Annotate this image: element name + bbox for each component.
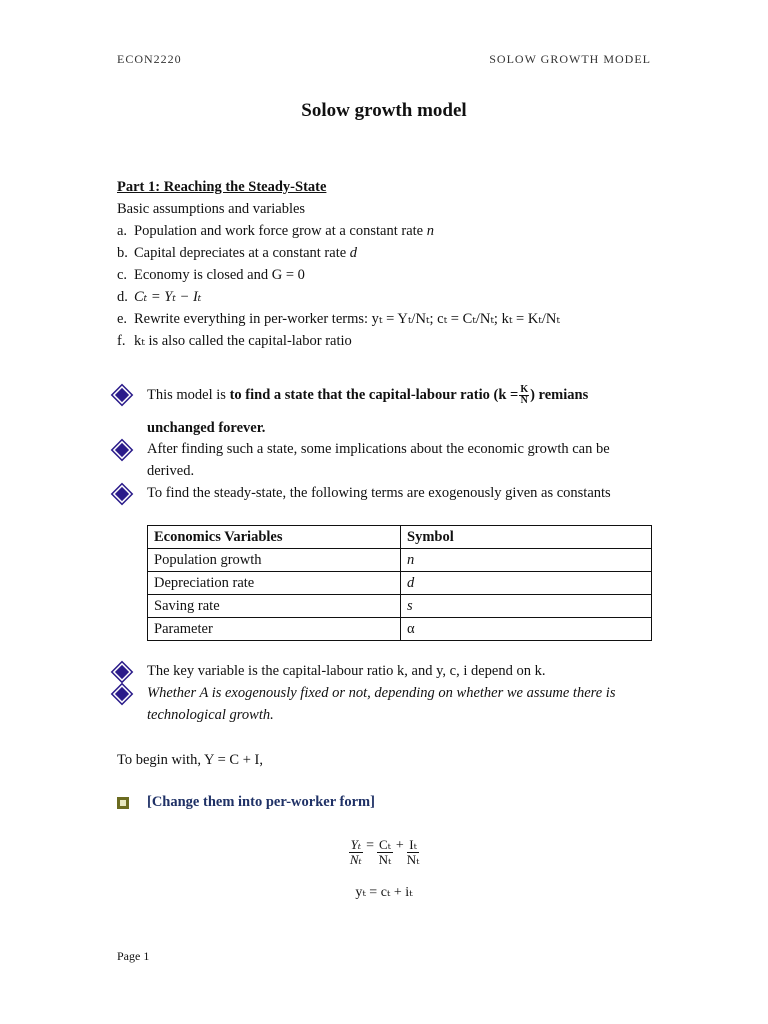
fraction-den: N (520, 395, 528, 407)
list-item-label: c. (117, 267, 128, 283)
fraction-num: K (520, 384, 529, 396)
fraction-den: Nₜ (406, 851, 420, 867)
list-item (117, 289, 201, 306)
diamond-bullet-icon (115, 443, 129, 457)
fraction-den: Nₜ (378, 851, 392, 867)
table-row (148, 549, 652, 572)
list-item-text: Cₜ = Yₜ − Iₜ (134, 289, 202, 305)
bullet-text: To find the steady-state, the following terms are exogenously given as constants (147, 485, 611, 501)
part1-intro: Basic assumptions and variables (117, 201, 306, 217)
fraction (349, 838, 363, 866)
list-item (117, 311, 560, 328)
table-header-cell: Symbol (401, 526, 652, 549)
plus-sign: + (395, 838, 404, 853)
fraction (377, 838, 393, 866)
fraction-num: Cₜ (378, 837, 391, 852)
list-item-label: b. (117, 245, 128, 261)
list-item (117, 333, 352, 350)
table-cell: Saving rate (148, 595, 401, 618)
page-number: Page 1 (117, 949, 150, 963)
formula-fraction (519, 385, 529, 406)
table-cell: n (401, 549, 652, 572)
bullet-text-bold-line2: unchanged forever. (147, 420, 266, 436)
bullet-text: The key variable is the capital-labour ratio k, and y, c, i depend on k. (147, 663, 546, 679)
bullet-text: After finding such a state, some implications about the economic growth can be derived. (147, 441, 610, 479)
list-item (117, 223, 434, 240)
list-item-var: n (426, 223, 434, 239)
bullet-item (117, 386, 657, 436)
list-item-label: d. (117, 289, 128, 305)
bullet-text (147, 384, 657, 406)
fraction (407, 838, 420, 866)
bullet-text-bold-end: ) remians (530, 387, 589, 403)
table-header-cell: Economics Variables (148, 526, 401, 549)
square-bullet-icon (117, 797, 129, 809)
variables-table (147, 525, 652, 641)
fraction-num: Iₜ (409, 837, 417, 852)
table-cell: Depreciation rate (148, 572, 401, 595)
diamond-bullet-icon (115, 665, 129, 679)
formula-k: k = (498, 387, 519, 403)
fraction-den: Nₜ (349, 851, 362, 867)
table-cell: d (401, 572, 652, 595)
list-item-text: Population and work force grow at a constant rate (134, 223, 427, 239)
table-cell: s (401, 595, 652, 618)
equation-per-worker: yₜ = cₜ + iₜ (355, 885, 413, 900)
diamond-bullet-icon (115, 487, 129, 501)
header-topic: SOLOW GROWTH MODEL (489, 52, 651, 66)
table-row (148, 618, 652, 641)
diamond-bullet-icon (115, 687, 129, 701)
bullet-text-pre: This model is (147, 387, 230, 403)
bullet-text-bold: to find a state that the capital-labour ratio ( (229, 387, 499, 403)
diamond-bullet-icon (115, 388, 129, 402)
table-header-row (148, 526, 652, 549)
table-cell: Population growth (148, 549, 401, 572)
list-item-label: a. (117, 223, 128, 239)
list-item-text: Economy is closed and G = 0 (134, 267, 305, 283)
list-item-text: kₜ is also called the capital-labor ratio (134, 333, 352, 349)
list-item-text: Rewrite everything in per-worker terms: yₜ = Yₜ/Nₜ; cₜ = Cₜ/Nₜ; kₜ = Kₜ/Nₜ (134, 311, 560, 327)
bullet-text: Whether A is exogenously fixed or not, depending on whether we assume there is technological growth. (147, 685, 616, 723)
table-row (148, 572, 652, 595)
part1-heading: Part 1: Reaching the Steady-State (117, 179, 327, 195)
page-title: Solow growth model (301, 100, 467, 121)
list-item (117, 245, 357, 262)
table-row (148, 595, 652, 618)
list-item (117, 267, 305, 284)
equation-fractions (0, 838, 768, 866)
header-course: ECON2220 (117, 52, 182, 66)
list-item-label: f. (117, 333, 126, 349)
begin-text: To begin with, Y = C + I, (117, 752, 263, 768)
bullet-item (117, 485, 657, 507)
fraction-num: Yₜ (350, 837, 362, 852)
list-item-label: e. (117, 311, 128, 327)
change-heading: [Change them into per-worker form] (147, 794, 375, 810)
table-cell: Parameter (148, 618, 401, 641)
list-item-text: Capital depreciates at a constant rate (134, 245, 350, 261)
equals-sign: = (366, 838, 374, 853)
table-cell: α (401, 618, 652, 641)
bullet-item (117, 685, 657, 729)
bullet-item (117, 441, 657, 485)
list-item-var: d (349, 245, 358, 261)
bullet-text-line2 (147, 417, 657, 439)
